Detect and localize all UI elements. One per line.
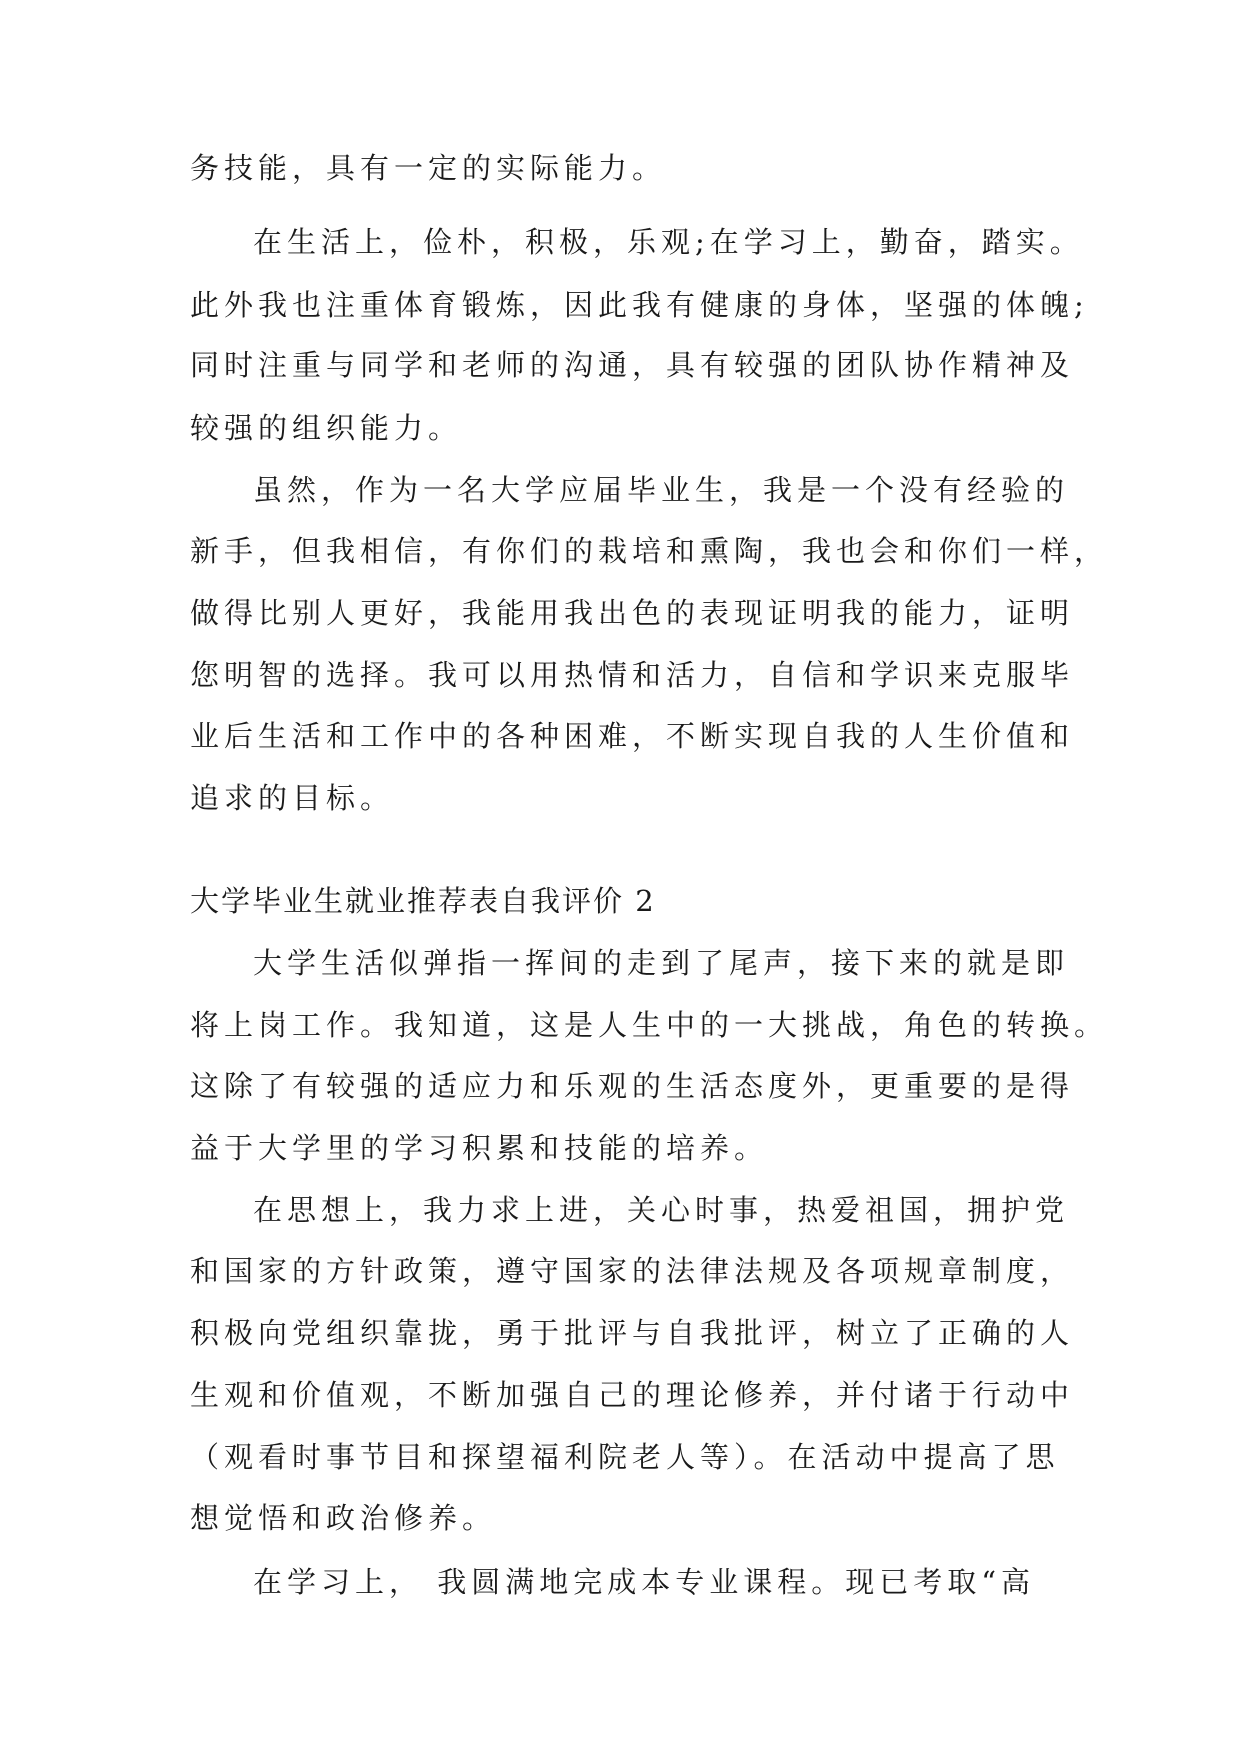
- paragraph-line: 务技能，具有一定的实际能力。: [190, 151, 667, 185]
- paragraph-line: 新手，但我相信，有你们的栽培和熏陶，我也会和你们一样，: [190, 534, 1109, 568]
- paragraph-line: （观看时事节目和探望福利院老人等）。在活动中提高了思: [190, 1440, 1060, 1474]
- paragraph-line: 虽然，作为一名大学应届毕业生，我是一个没有经验的: [253, 473, 1070, 507]
- paragraph-line: 同时注重与同学和老师的沟通，具有较强的团队协作精神及: [190, 348, 1075, 382]
- paragraph-line: 大学生活似弹指一挥间的走到了尾声，接下来的就是即: [253, 946, 1070, 980]
- paragraph-line: 您明智的选择。我可以用热情和活力，自信和学识来克服毕: [190, 658, 1075, 692]
- paragraph-line: 这除了有较强的适应力和乐观的生活态度外，更重要的是得: [190, 1069, 1075, 1103]
- paragraph-line: 追求的目标。: [190, 781, 395, 815]
- paragraph-line: 做得比别人更好，我能用我出色的表现证明我的能力，证明: [190, 596, 1075, 630]
- paragraph-line: 生观和价值观，不断加强自己的理论修养，并付诸于行动中: [190, 1378, 1075, 1412]
- paragraph-line: 将上岗工作。我知道，这是人生中的一大挑战，角色的转换。: [190, 1008, 1109, 1042]
- paragraph-line: 在思想上，我力求上进，关心时事，热爱祖国，拥护党: [253, 1193, 1070, 1227]
- paragraph-line: 业后生活和工作中的各种困难，不断实现自我的人生价值和: [190, 719, 1075, 753]
- paragraph-line: 在生活上，俭朴，积极，乐观;在学习上，勤奋，踏实。: [253, 225, 1084, 259]
- paragraph-line: 益于大学里的学习积累和技能的培养。: [190, 1131, 769, 1165]
- paragraph-line: 和国家的方针政策，遵守国家的法律法规及各项规章制度，: [190, 1254, 1075, 1288]
- paragraph-line: 此外我也注重体育锻炼，因此我有健康的身体，坚强的体魄;: [190, 288, 1089, 322]
- paragraph-line: 较强的组织能力。: [190, 411, 463, 445]
- paragraph-line: 在学习上， 我圆满地完成本专业课程。现已考取“高: [253, 1565, 1036, 1599]
- paragraph-line: 积极向党组织靠拢，勇于批评与自我批评，树立了正确的人: [190, 1316, 1075, 1350]
- section-heading: 大学毕业生就业推荐表自我评价 2: [190, 884, 656, 918]
- paragraph-line: 想觉悟和政治修养。: [190, 1501, 497, 1535]
